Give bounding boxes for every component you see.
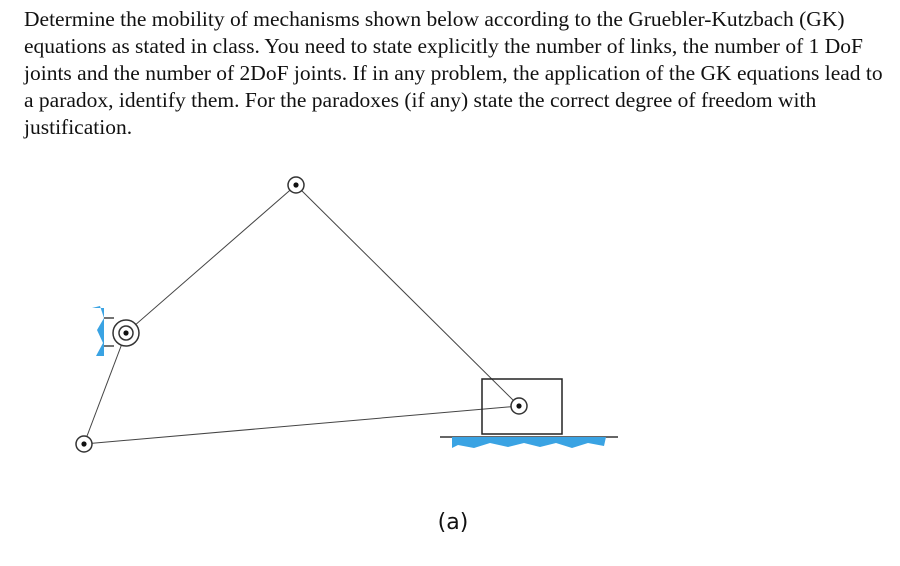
ground-hatch-slider bbox=[452, 437, 606, 448]
ground-wall-left bbox=[92, 306, 104, 356]
bottom-left-pin-joint bbox=[76, 436, 92, 452]
top-pin-joint bbox=[288, 177, 304, 193]
slider-pin-joint bbox=[511, 398, 527, 414]
figure-caption: (a) bbox=[437, 510, 469, 535]
link-short bbox=[84, 333, 126, 444]
ground-pivot-joint bbox=[113, 320, 139, 346]
link-coupler bbox=[296, 185, 519, 406]
question-text: Determine the mobility of mechanisms shown below according to the Gruebler-Kutzbach (GK) equations as stated in class. You need to state explicitly the number of links, the number of 1 DoF joints and the number of 2DoF joints. If in any problem, the application of the GK equations lead to a paradox, identify them. For the paradoxes (if any) state the correct degree of freedom with justification. bbox=[24, 7, 883, 139]
link-crank bbox=[126, 185, 296, 333]
